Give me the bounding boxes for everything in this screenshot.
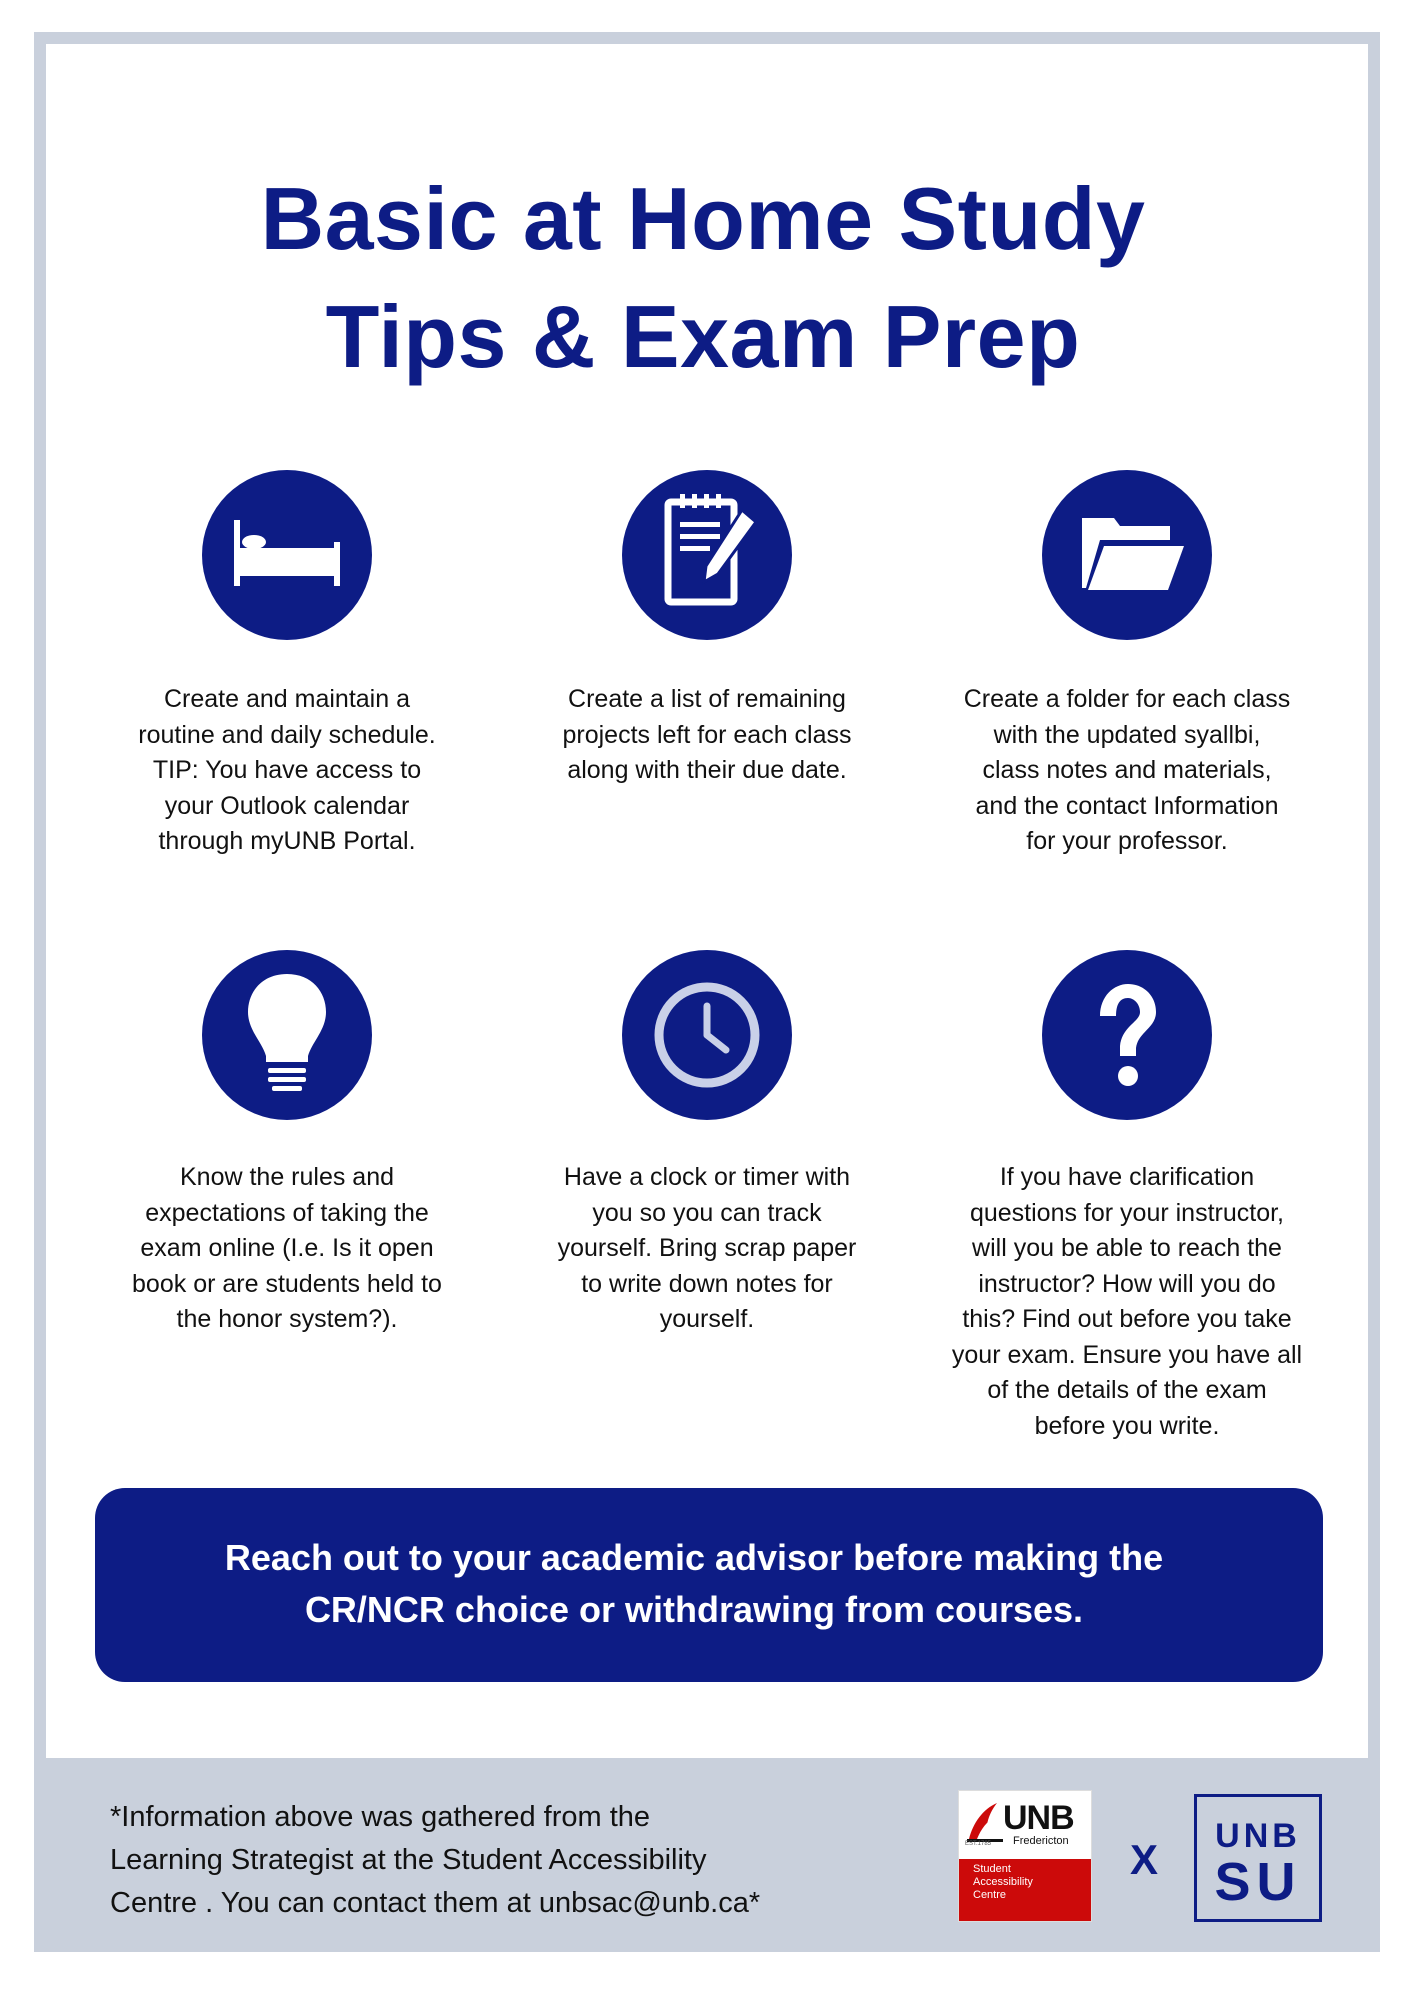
tip-line: and the contact Information — [975, 791, 1279, 820]
unb-wordmark: UNB — [1003, 1799, 1074, 1837]
tip-6-text — [937, 1160, 1317, 1444]
unb-sail-icon — [963, 1799, 1007, 1847]
tip-3-icon-circle — [1042, 470, 1212, 640]
tip-line: class notes and materials, — [982, 756, 1272, 784]
tip-3-text — [937, 682, 1317, 860]
tip-line: yourself. Bring scrap paper — [557, 1234, 857, 1262]
tip-line: routine and daily schedule. — [138, 720, 436, 749]
tip-line: for your professor. — [1026, 827, 1228, 855]
tip-1-icon-circle — [202, 470, 372, 640]
tip-4-text — [97, 1160, 477, 1338]
tip-line: book or are students held to — [132, 1269, 442, 1298]
advisor-banner-text — [95, 1532, 1323, 1636]
tip-line: before you write. — [1034, 1411, 1220, 1440]
title-line-2: Tips & Exam Prep — [325, 287, 1081, 386]
unb-logo-top — [959, 1791, 1091, 1859]
page-title — [0, 160, 1414, 396]
tip-line: your exam. Ensure you have all — [951, 1340, 1303, 1369]
tip-line: Create and maintain a — [164, 685, 410, 713]
tip-line: will you be able to reach the — [972, 1234, 1282, 1262]
notepad-pencil-icon — [622, 470, 792, 640]
unb-sac-logo — [958, 1790, 1092, 1922]
su-logo-line-1: UNB — [1215, 1817, 1301, 1855]
lightbulb-icon — [202, 950, 372, 1120]
logo-separator: X — [1130, 1836, 1159, 1883]
unit-line: Student — [973, 1863, 1011, 1875]
unb-est: EST.1785 — [965, 1841, 992, 1847]
unit-line: Centre — [973, 1889, 1007, 1901]
tip-line: instructor? How will you do — [978, 1269, 1276, 1298]
tip-line: Have a clock or timer with — [563, 1163, 851, 1191]
tip-4-icon-circle — [202, 950, 372, 1120]
tip-6-icon-circle — [1042, 950, 1212, 1120]
tip-line: Create a folder for each class — [963, 685, 1291, 713]
tip-2-text — [517, 682, 897, 789]
clock-icon — [622, 950, 792, 1120]
banner-line-1: Reach out to your academic advisor before making the — [224, 1537, 1164, 1578]
tip-line: yourself. — [659, 1305, 755, 1333]
unit-line: Accessibility — [973, 1876, 1033, 1888]
tip-line: exam online (I.e. Is it open — [140, 1234, 434, 1262]
title-line-1: Basic at Home Study — [260, 169, 1146, 268]
tip-5-text — [517, 1160, 897, 1338]
footer-line: Centre . You can contact them at unbsac@unb.ca* — [110, 1887, 761, 1919]
folder-icon — [1042, 470, 1212, 640]
unbsu-logo — [1194, 1794, 1322, 1922]
tip-2-icon-circle — [622, 470, 792, 640]
tip-line: you so you can track — [592, 1198, 822, 1227]
question-mark-icon — [1042, 950, 1212, 1120]
tip-1-text — [97, 682, 477, 860]
banner-line-2: CR/NCR choice or withdrawing from courses. — [304, 1589, 1084, 1630]
bed-icon — [202, 470, 372, 640]
tip-line: through myUNB Portal. — [158, 827, 416, 855]
tip-line: with the updated syallbi, — [993, 720, 1261, 749]
tip-5-icon-circle — [622, 950, 792, 1120]
tip-line: questions for your instructor, — [969, 1198, 1285, 1227]
tip-line: to write down notes for — [581, 1269, 833, 1298]
tip-line: your Outlook calendar — [164, 791, 410, 820]
unb-logo-unit-panel — [959, 1859, 1091, 1921]
tip-line: this? Find out before you take — [962, 1305, 1292, 1333]
tip-line: of the details of the exam — [987, 1376, 1267, 1404]
tip-line: TIP: You have access to — [152, 756, 422, 784]
su-logo-line-2: SU — [1214, 1852, 1302, 1912]
tip-line: the honor system?). — [176, 1305, 398, 1333]
tip-line: Create a list of remaining — [568, 685, 846, 713]
tip-line: If you have clarification — [999, 1163, 1255, 1191]
unb-campus: Fredericton — [1013, 1835, 1069, 1847]
tip-line: along with their due date. — [567, 756, 847, 784]
footer-line: *Information above was gathered from the — [110, 1801, 651, 1833]
unb-unit-name — [973, 1863, 1033, 1902]
footer-line: Learning Strategist at the Student Accessibility — [110, 1844, 707, 1876]
footer-note — [110, 1796, 930, 1925]
tip-line: expectations of taking the — [145, 1198, 429, 1227]
tip-line: projects left for each class — [562, 720, 852, 749]
tip-line: Know the rules and — [179, 1163, 395, 1191]
